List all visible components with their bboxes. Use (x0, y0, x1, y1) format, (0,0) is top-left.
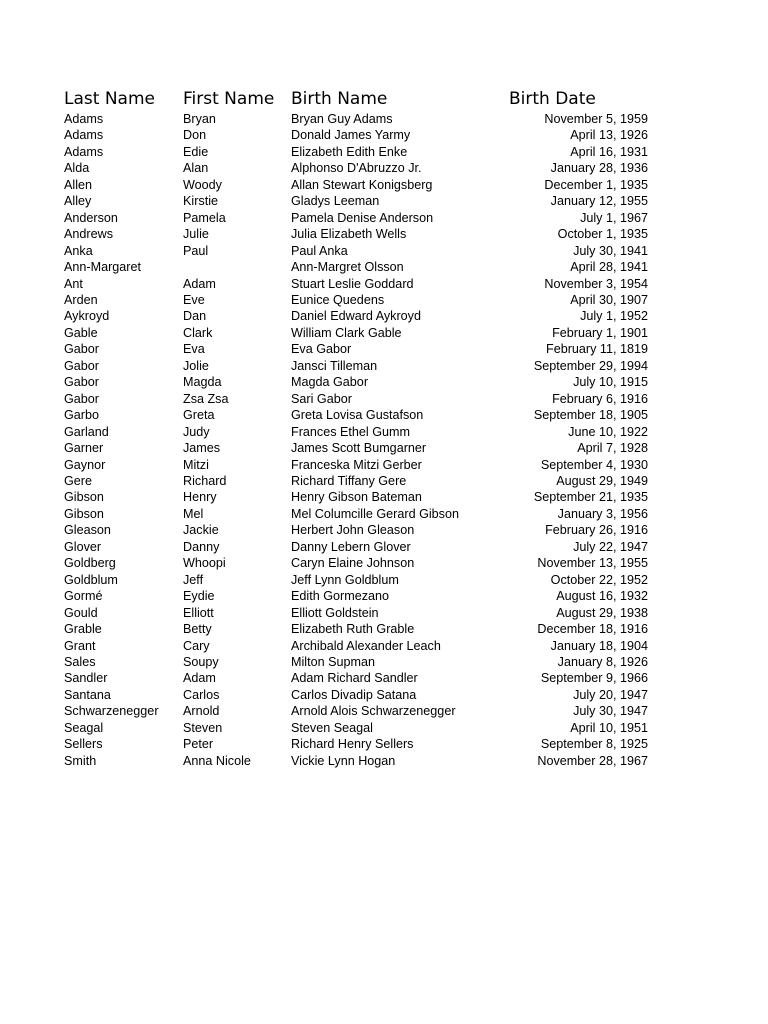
cell-last-name: Grant (64, 638, 96, 653)
cell-birth-date: September 18, 1905 (533, 408, 648, 423)
table-row (64, 276, 648, 292)
cell-birth-date: January 12, 1955 (550, 194, 648, 209)
cell-birth-name: Pamela Denise Anderson (291, 210, 434, 225)
cell-birth-name: Magda Gabor (291, 375, 369, 390)
cell-last-name: Gabor (64, 358, 100, 373)
cell-last-name: Gaynor (64, 457, 106, 472)
cell-birth-name: Vickie Lynn Hogan (291, 753, 396, 768)
cell-birth-name: Herbert John Gleason (291, 523, 415, 538)
cell-birth-name: Bryan Guy Adams (291, 112, 393, 126)
cell-last-name: Sellers (64, 737, 103, 752)
table-row (64, 736, 648, 752)
cell-first-name: Magda (183, 375, 222, 390)
cell-birth-date: August 29, 1938 (556, 605, 648, 620)
cell-first-name: Cary (183, 638, 210, 653)
cell-first-name: Zsa Zsa (183, 391, 229, 406)
cell-last-name: Goldblum (64, 572, 118, 587)
cell-birth-name: Eunice Quedens (291, 292, 385, 307)
cell-birth-name: Danny Lebern Glover (291, 539, 411, 554)
table-row (64, 703, 648, 719)
cell-last-name: Aykroyd (64, 309, 110, 324)
cell-first-name: Eydie (183, 589, 215, 604)
cell-birth-date: September 9, 1966 (540, 671, 648, 686)
table-row (64, 588, 648, 604)
table-row (64, 572, 648, 588)
table-row (64, 193, 648, 209)
table-row (64, 341, 648, 357)
cell-first-name: Richard (183, 473, 227, 488)
cell-first-name: Dan (183, 309, 207, 324)
cell-first-name: Jackie (183, 523, 219, 538)
cell-first-name: Clark (183, 325, 213, 340)
cell-first-name: Greta (183, 408, 215, 423)
table-row (64, 539, 648, 555)
table-row (64, 308, 648, 324)
cell-last-name: Santana (64, 687, 111, 702)
cell-birth-date: September 21, 1935 (533, 490, 648, 505)
cell-first-name: Jolie (183, 358, 209, 373)
table-row (64, 111, 648, 127)
cell-first-name: Bryan (183, 112, 216, 126)
cell-birth-name: Paul Anka (291, 243, 348, 258)
cell-last-name: Ant (64, 276, 83, 291)
table-row (64, 457, 648, 473)
cell-birth-date: July 10, 1915 (573, 375, 648, 390)
cell-first-name: Jeff (183, 572, 204, 587)
cell-first-name: Whoopi (183, 556, 226, 571)
table-row (64, 358, 648, 374)
cell-first-name (183, 259, 291, 275)
table-row (64, 440, 648, 456)
cell-last-name: Goldberg (64, 556, 116, 571)
cell-birth-date: July 20, 1947 (573, 687, 648, 702)
cell-last-name: Gould (64, 605, 98, 620)
cell-last-name: Andrews (64, 227, 113, 242)
cell-first-name: Danny (183, 539, 220, 554)
cell-birth-name: Allan Stewart Konigsberg (291, 177, 433, 192)
cell-last-name: Sandler (64, 671, 108, 686)
cell-birth-name: Ann-Margret Olsson (291, 260, 404, 275)
cell-birth-date: October 22, 1952 (550, 572, 648, 587)
cell-birth-date: February 11, 1819 (546, 342, 648, 357)
cell-last-name: Gabor (64, 391, 100, 406)
cell-birth-name: Daniel Edward Aykroyd (291, 309, 421, 324)
cell-first-name: Soupy (183, 654, 219, 669)
cell-birth-date: June 10, 1922 (568, 424, 648, 439)
cell-first-name: Paul (183, 243, 209, 258)
cell-birth-date: September 29, 1994 (533, 358, 648, 373)
cell-last-name: Adams (64, 112, 104, 126)
cell-birth-date: August 29, 1949 (556, 473, 648, 488)
cell-birth-name: Richard Tiffany Gere (291, 473, 407, 488)
cell-birth-date: April 30, 1907 (570, 292, 648, 307)
table-row (64, 522, 648, 538)
cell-last-name: Schwarzenegger (64, 704, 159, 719)
cell-birth-name: Mel Columcille Gerard Gibson (291, 506, 459, 521)
cell-birth-date: December 18, 1916 (537, 622, 648, 637)
table-row (64, 687, 648, 703)
table-row (64, 391, 648, 407)
cell-first-name: Julie (183, 227, 209, 242)
table-row (64, 226, 648, 242)
cell-last-name: Gere (64, 473, 92, 488)
cell-birth-date: December 1, 1935 (544, 177, 648, 192)
cell-birth-date: July 22, 1947 (573, 539, 648, 554)
cell-first-name: Eva (183, 342, 205, 357)
cell-birth-date: July 30, 1947 (573, 704, 648, 719)
cell-birth-name: Franceska Mitzi Gerber (291, 457, 422, 472)
spreadsheet-page (64, 88, 664, 769)
cell-last-name: Seagal (64, 720, 104, 735)
cell-last-name: Garbo (64, 408, 100, 423)
table-row (64, 144, 648, 160)
cell-birth-name: Elizabeth Ruth Grable (291, 622, 415, 637)
table-row (64, 259, 648, 275)
cell-first-name: Carlos (183, 687, 220, 702)
cell-first-name: Don (183, 128, 207, 143)
table-row (64, 127, 648, 143)
table-row (64, 489, 648, 505)
cell-birth-name: James Scott Bumgarner (291, 441, 427, 456)
cell-first-name: Pamela (183, 210, 226, 225)
cell-birth-date: April 13, 1926 (570, 128, 648, 143)
cell-first-name: Mel (183, 506, 204, 521)
cell-birth-name: Stuart Leslie Goddard (291, 276, 414, 291)
cell-last-name: Ann-Margaret (64, 260, 141, 275)
cell-last-name: Smith (64, 753, 97, 768)
cell-birth-date: November 13, 1955 (537, 556, 648, 571)
table-row (64, 177, 648, 193)
cell-birth-name: Jeff Lynn Goldblum (291, 572, 399, 587)
cell-birth-name: Archibald Alexander Leach (291, 638, 441, 653)
cell-birth-name: Adam Richard Sandler (291, 671, 418, 686)
cell-birth-name: Henry Gibson Bateman (291, 490, 422, 505)
table-row (64, 374, 648, 390)
cell-first-name: Betty (183, 622, 212, 637)
cell-birth-date: April 16, 1931 (570, 144, 648, 159)
cell-birth-date: April 10, 1951 (570, 720, 648, 735)
cell-birth-name: Alphonso D'Abruzzo Jr. (291, 161, 422, 176)
cell-birth-name: Julia Elizabeth Wells (291, 227, 407, 242)
cell-birth-name: Donald James Yarmy (291, 128, 411, 143)
cell-birth-date: November 5, 1959 (544, 112, 648, 126)
cell-last-name: Gormé (64, 589, 103, 604)
cell-last-name: Gleason (64, 523, 111, 538)
cell-birth-name: Elizabeth Edith Enke (291, 144, 408, 159)
table-row (64, 621, 648, 637)
cell-birth-date: November 3, 1954 (544, 276, 648, 291)
table-row (64, 506, 648, 522)
cell-last-name: Allen (64, 177, 93, 192)
cell-first-name: Peter (183, 737, 214, 752)
cell-last-name: Alda (64, 161, 90, 176)
header-first-name: First Name (183, 89, 275, 109)
header-row (64, 88, 648, 111)
cell-birth-date: September 8, 1925 (540, 737, 648, 752)
cell-birth-date: November 28, 1967 (537, 753, 648, 768)
table-body (64, 111, 648, 769)
cell-last-name: Arden (64, 292, 98, 307)
cell-last-name: Adams (64, 128, 104, 143)
table-row (64, 292, 648, 308)
cell-birth-date: January 8, 1926 (557, 654, 648, 669)
cell-birth-name: Greta Lovisa Gustafson (291, 408, 424, 423)
table-row (64, 424, 648, 440)
cell-first-name: Adam (183, 276, 216, 291)
cell-last-name: Glover (64, 539, 102, 554)
table-row (64, 473, 648, 489)
cell-last-name: Gibson (64, 490, 104, 505)
table-row (64, 210, 648, 226)
cell-birth-date: July 1, 1967 (580, 210, 648, 225)
cell-birth-date: January 28, 1936 (550, 161, 648, 176)
cell-birth-date: April 28, 1941 (570, 260, 648, 275)
cell-last-name: Anderson (64, 210, 118, 225)
celebrity-names-table (64, 88, 648, 769)
cell-first-name: Woody (183, 177, 222, 192)
cell-birth-name: Caryn Elaine Johnson (291, 556, 415, 571)
table-row (64, 720, 648, 736)
cell-birth-name: Eva Gabor (291, 342, 352, 357)
header-birth-date: Birth Date (509, 89, 596, 109)
table-row (64, 325, 648, 341)
cell-birth-date: January 3, 1956 (557, 506, 648, 521)
cell-last-name: Gabor (64, 342, 100, 357)
cell-first-name: Edie (183, 144, 209, 159)
cell-first-name: Steven (183, 720, 223, 735)
table-row (64, 243, 648, 259)
cell-last-name: Garland (64, 424, 109, 439)
cell-first-name: Adam (183, 671, 216, 686)
cell-first-name: James (183, 441, 221, 456)
cell-last-name: Gibson (64, 506, 104, 521)
cell-first-name: Elliott (183, 605, 214, 620)
cell-first-name: Judy (183, 424, 210, 439)
table-row (64, 160, 648, 176)
cell-birth-date: September 4, 1930 (540, 457, 648, 472)
cell-birth-date: January 18, 1904 (550, 638, 648, 653)
cell-birth-name: William Clark Gable (291, 325, 402, 340)
cell-first-name: Anna Nicole (183, 753, 251, 768)
cell-birth-name: Carlos Divadip Satana (291, 687, 417, 702)
cell-first-name: Kirstie (183, 194, 218, 209)
cell-birth-name: Richard Henry Sellers (291, 737, 414, 752)
cell-last-name: Sales (64, 654, 96, 669)
cell-last-name: Adams (64, 144, 104, 159)
cell-last-name: Anka (64, 243, 93, 258)
table-row (64, 605, 648, 621)
table-row (64, 407, 648, 423)
cell-first-name: Alan (183, 161, 209, 176)
cell-birth-name: Gladys Leeman (291, 194, 380, 209)
cell-birth-name: Steven Seagal (291, 720, 373, 735)
cell-birth-name: Edith Gormezano (291, 589, 390, 604)
cell-birth-date: February 6, 1916 (552, 391, 648, 406)
cell-birth-date: February 1, 1901 (552, 325, 648, 340)
cell-birth-date: April 7, 1928 (577, 441, 648, 456)
table-row (64, 753, 648, 769)
table-row (64, 555, 648, 571)
table-row (64, 654, 648, 670)
cell-birth-date: October 1, 1935 (557, 227, 648, 242)
cell-birth-name: Elliott Goldstein (291, 605, 379, 620)
cell-birth-date: February 26, 1916 (545, 523, 648, 538)
cell-last-name: Gable (64, 325, 98, 340)
cell-first-name: Henry (183, 490, 217, 505)
header-last-name: Last Name (64, 89, 155, 109)
cell-birth-date: August 16, 1932 (556, 589, 648, 604)
cell-birth-name: Jansci Tilleman (291, 358, 378, 373)
cell-first-name: Eve (183, 292, 205, 307)
cell-birth-date: July 30, 1941 (573, 243, 648, 258)
header-birth-name: Birth Name (291, 89, 388, 109)
cell-birth-name: Sari Gabor (291, 391, 352, 406)
cell-last-name: Alley (64, 194, 92, 209)
cell-birth-date: July 1, 1952 (580, 309, 648, 324)
cell-birth-name: Milton Supman (291, 654, 375, 669)
table-row (64, 670, 648, 686)
cell-last-name: Grable (64, 622, 102, 637)
cell-last-name: Gabor (64, 375, 100, 390)
table-row (64, 638, 648, 654)
cell-last-name: Garner (64, 441, 104, 456)
cell-birth-name: Frances Ethel Gumm (291, 424, 410, 439)
cell-first-name: Arnold (183, 704, 220, 719)
cell-first-name: Mitzi (183, 457, 209, 472)
cell-birth-name: Arnold Alois Schwarzenegger (291, 704, 456, 719)
